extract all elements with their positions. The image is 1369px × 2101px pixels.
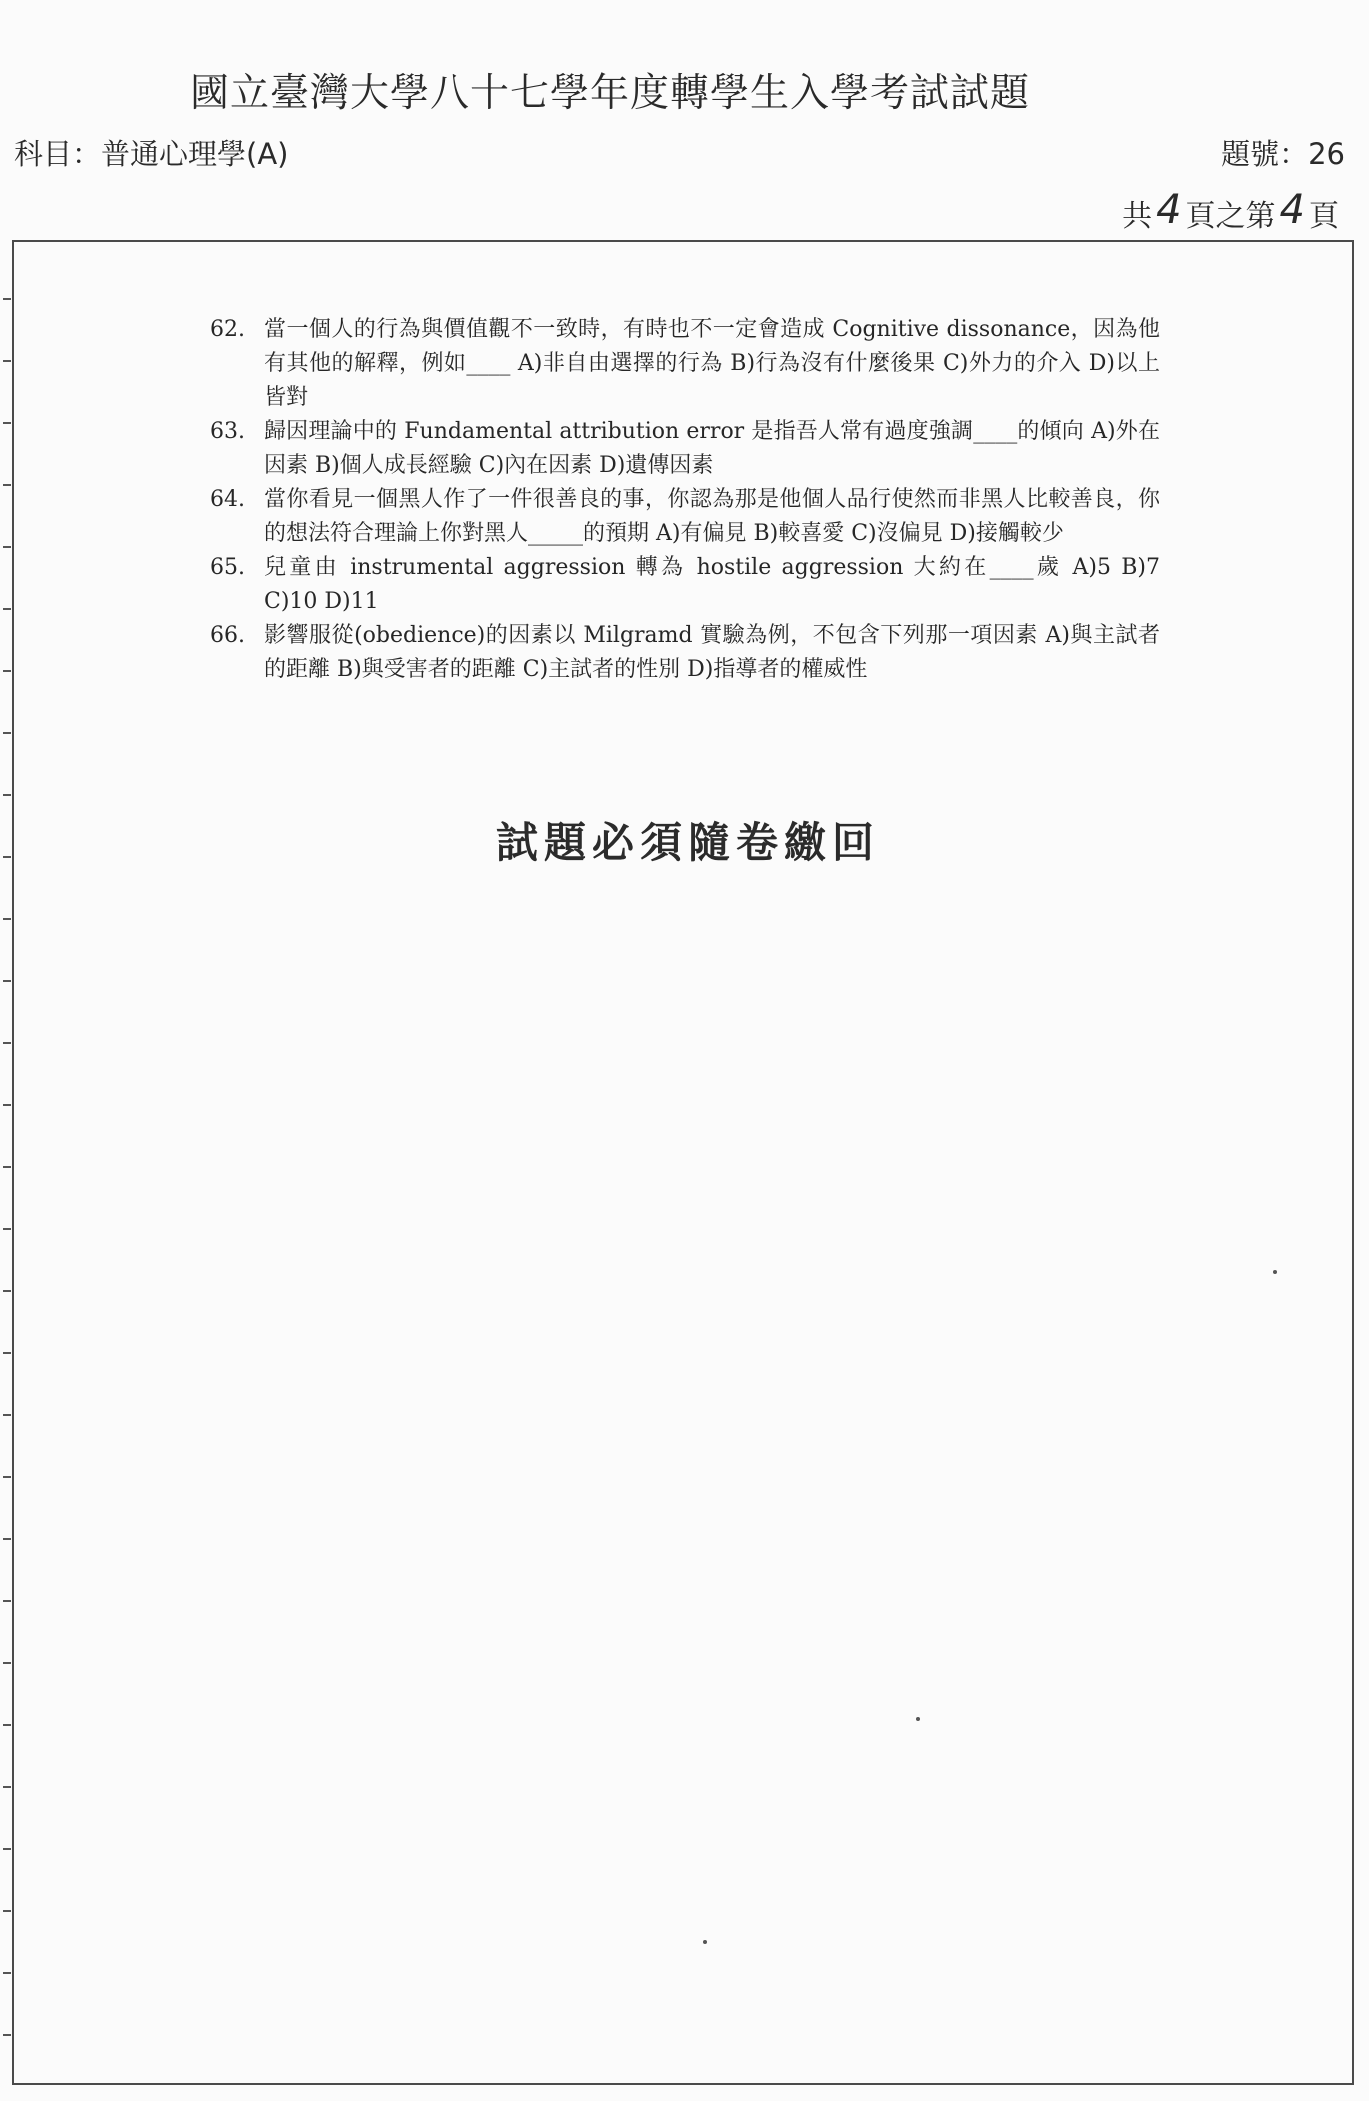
margin-tick bbox=[3, 1662, 11, 1664]
margin-tick bbox=[3, 1290, 11, 1292]
margin-tick bbox=[3, 670, 11, 672]
code-value: 26 bbox=[1308, 137, 1345, 171]
scan-speck bbox=[1273, 1270, 1277, 1274]
margin-tick bbox=[3, 1724, 11, 1726]
question-number: 64. bbox=[210, 487, 245, 512]
question-item bbox=[210, 313, 1160, 415]
margin-tick bbox=[3, 1104, 11, 1106]
subject-label: 科目： bbox=[14, 137, 102, 171]
question-text: 影響服從(obedience)的因素以 Milgramd 實驗為例，不包含下列那一項因素 A)與主試者的距離 B)與受害者的距離 C)主試者的性別 D)指導者的權威性 bbox=[264, 623, 1160, 682]
margin-tick bbox=[3, 360, 11, 362]
margin-ticks bbox=[0, 240, 12, 2085]
question-text: 兒童由 instrumental aggression 轉為 hostile aggression 大約在____歲 A)5 B)7 C)10 D)11 bbox=[264, 555, 1160, 614]
margin-tick bbox=[3, 1352, 11, 1354]
margin-tick bbox=[3, 608, 11, 610]
question-text: 當你看見一個黑人作了一件很善良的事，你認為那是他個人品行使然而非黑人比較善良，你的想法符合理論上你對黑人_____的預期 A)有偏見 B)較喜愛 C)沒偏見 D)接觸較少 bbox=[264, 487, 1160, 546]
return-exam-stamp: 試題必須隨卷繳回 bbox=[496, 818, 881, 867]
margin-tick bbox=[3, 1600, 11, 1602]
margin-tick bbox=[3, 298, 11, 300]
margin-tick bbox=[3, 1972, 11, 1974]
question-number: 63. bbox=[210, 419, 245, 444]
code-label: 題號： bbox=[1221, 137, 1309, 171]
exam-title: 國立臺灣大學八十七學年度轉學生入學考試試題 bbox=[190, 71, 1031, 116]
margin-tick bbox=[3, 1476, 11, 1478]
question-text: 歸因理論中的 Fundamental attribution error 是指吾人常有過度強調____的傾向 A)外在因素 B)個人成長經驗 C)內在因素 D)遺傳因素 bbox=[264, 419, 1160, 478]
scan-speck bbox=[916, 1717, 920, 1721]
margin-tick bbox=[3, 918, 11, 920]
margin-tick bbox=[3, 1848, 11, 1850]
total-pages: 4 bbox=[1156, 187, 1182, 233]
question-item bbox=[210, 619, 1160, 687]
margin-tick bbox=[3, 1538, 11, 1540]
scan-speck bbox=[703, 1940, 707, 1944]
pages-suffix: 頁 bbox=[1309, 199, 1339, 234]
question-item bbox=[210, 415, 1160, 483]
question-item bbox=[210, 551, 1160, 619]
question-code bbox=[1221, 132, 1345, 173]
margin-tick bbox=[3, 1228, 11, 1230]
question-number: 62. bbox=[210, 317, 245, 342]
question-number: 65. bbox=[210, 555, 245, 580]
current-page: 4 bbox=[1279, 187, 1305, 233]
margin-tick bbox=[3, 422, 11, 424]
margin-tick bbox=[3, 856, 11, 858]
margin-tick bbox=[3, 2034, 11, 2036]
subject-name: 普通心理學(A) bbox=[101, 137, 289, 171]
margin-tick bbox=[3, 1414, 11, 1416]
question-item bbox=[210, 483, 1160, 551]
question-number: 66. bbox=[210, 623, 245, 648]
pages-prefix: 共 bbox=[1122, 199, 1153, 234]
question-list bbox=[210, 313, 1160, 687]
margin-tick bbox=[3, 1166, 11, 1168]
question-text: 當一個人的行為與價值觀不一致時，有時也不一定會造成 Cognitive dissonance，因為他有其他的解釋，例如____ A)非自由選擇的行為 B)行為沒有什麼後果 C)外力的介入 D)以上皆對 bbox=[264, 317, 1160, 410]
subject-line bbox=[14, 132, 288, 173]
margin-tick bbox=[3, 794, 11, 796]
margin-tick bbox=[3, 546, 11, 548]
margin-tick bbox=[3, 1786, 11, 1788]
page-counter bbox=[1122, 187, 1339, 236]
pages-middle: 頁之第 bbox=[1185, 199, 1276, 234]
margin-tick bbox=[3, 1910, 11, 1912]
margin-tick bbox=[3, 732, 11, 734]
margin-tick bbox=[3, 980, 11, 982]
margin-tick bbox=[3, 484, 11, 486]
margin-tick bbox=[3, 1042, 11, 1044]
